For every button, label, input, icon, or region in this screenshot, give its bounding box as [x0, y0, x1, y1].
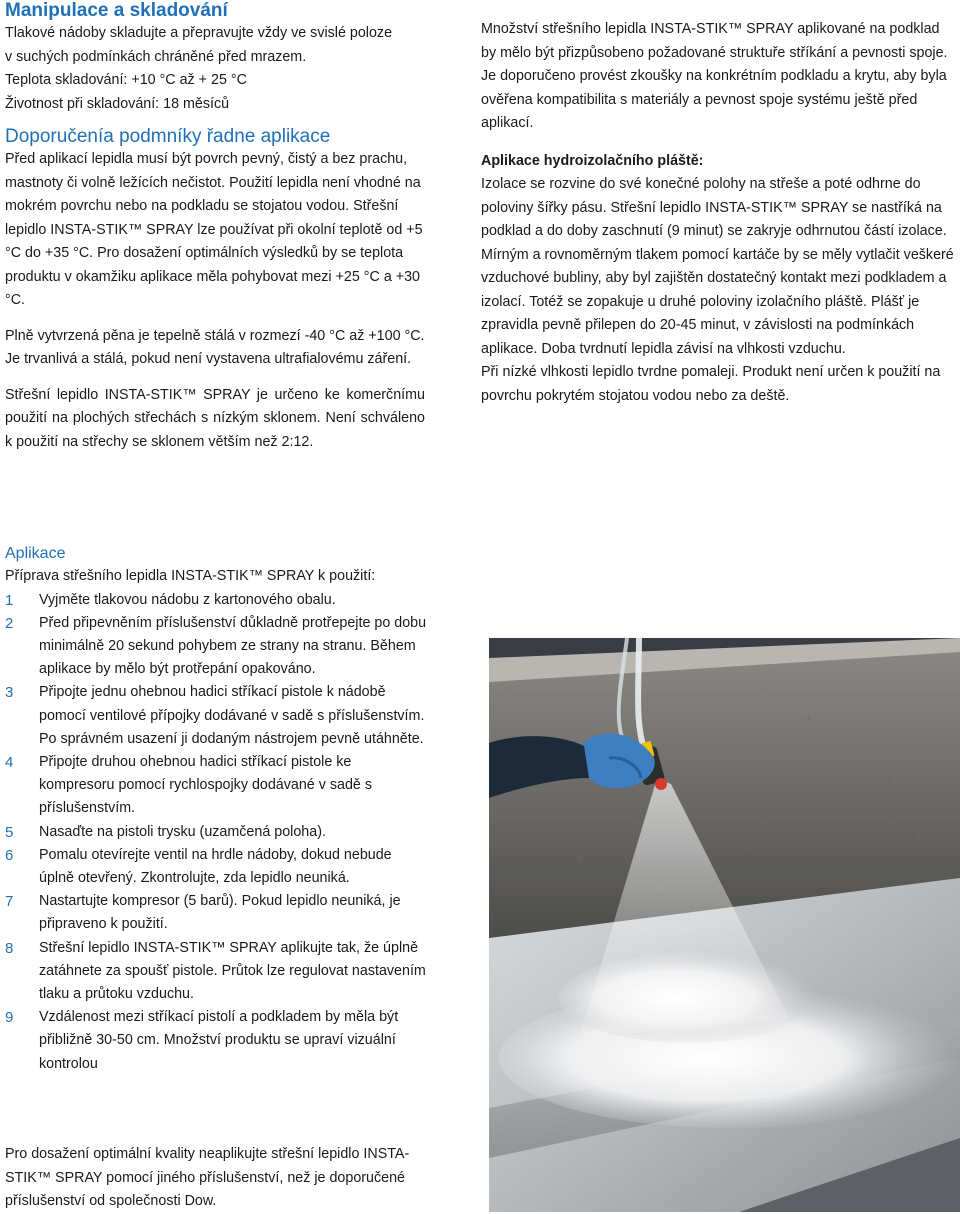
- step-number: 4: [5, 753, 14, 771]
- step-number: 2: [5, 614, 14, 632]
- application-details: [481, 18, 955, 408]
- step-item: [5, 1006, 430, 1076]
- step-number: 7: [5, 893, 14, 911]
- storage-shelf-life: Životnost při skladování: 18 měsíců: [5, 95, 230, 112]
- humidity-paragraph: Při nízké vlhkosti lepidlo tvrdne pomaleji. Produkt není určen k použití na povrchu pokrytém stojatou vodou nebo za deště.: [481, 364, 941, 404]
- step-item: [5, 937, 430, 1007]
- step-text: Vyjměte tlakovou nádobu z kartonového obalu.: [39, 591, 336, 608]
- conditions-paragraph: Před aplikací lepidla musí být povrch pevný, čistý a bez prachu, mastnoty či volně ležících nečistot. Použití lepidla není vhodné na mokrém povrchu nebo na podkladu se stojatou vodou. Střešní lepidlo INSTA-STIK™ SPRAY lze používat při okolní teplotě od +5 °C do +35 °C. Pro dosažení optimálních výsledků by se teplota produktu v okamžiku aplikace měla pohybovat mezi +25 °C a +30 °C.: [5, 151, 423, 308]
- step-number: 6: [5, 846, 14, 864]
- thermal-stability-paragraph: Plně vytvrzená pěna je tepelně stálá v rozmezí -40 °C až +100 °C. Je trvanlivá a stálá, pokud není vystavena ultrafialovému záření.: [5, 327, 425, 367]
- membrane-subheading: Aplikace hydroizolačního pláště:: [481, 152, 704, 169]
- step-text: Pomalu otevírejte ventil na hrdle nádoby, dokud nebude úplně otevřený. Zkontrolujte, zda lepidlo neuniká.: [39, 846, 392, 886]
- step-text: Vzdálenost mezi stříkací pistolí a podkladem by měla být přibližně 30-50 cm. Množství produktu se upraví vizuální kontrolou: [39, 1009, 399, 1072]
- step-item: [5, 890, 430, 936]
- heading-application: Aplikace: [5, 545, 66, 562]
- step-item: [5, 612, 430, 682]
- step-text: Připojte jednu ohebnou hadici stříkací pistole k nádobě pomocí ventilové přípojky dodávané v sadě s příslušenstvím. Po správném usazení ji dodaným nástrojem pevně utáhněte.: [39, 684, 425, 747]
- step-text: Nasaďte na pistoli trysku (uzamčená poloha).: [39, 823, 326, 840]
- step-item: [5, 589, 430, 612]
- step-item: [5, 844, 430, 890]
- heading-conditions: Doporučenía podmníky řadne aplikace: [5, 126, 331, 147]
- closing-section: [5, 1143, 445, 1214]
- application-intro: Příprava střešního lepidla INSTA-STIK™ SPRAY k použití:: [5, 568, 376, 584]
- step-text: Nastartujte kompresor (5 barů). Pokud lepidlo neuniká, je připraveno k použití.: [39, 893, 401, 933]
- heading-storage: Manipulace a skladování: [5, 0, 228, 21]
- step-number: 1: [5, 591, 14, 609]
- step-text: Připojte druhou ohebnou hadici stříkací pistole ke kompresoru pomocí rychlospojky dodávané v sadě s příslušenstvím.: [39, 753, 372, 817]
- step-number: 5: [5, 823, 14, 841]
- step-number: 3: [5, 684, 14, 702]
- step-number: 8: [5, 939, 14, 957]
- step-number: 9: [5, 1009, 14, 1027]
- step-text: Střešní lepidlo INSTA-STIK™ SPRAY aplikujte tak, že úplně zatáhnete za spoušť pistole. Průtok lze regulovat nastavením tlaku a průtoku vzduchu.: [39, 939, 426, 1002]
- step-item: [5, 681, 430, 751]
- storage-section: [5, 0, 425, 454]
- steps-list: [5, 589, 430, 1076]
- spray-application-photo: [489, 638, 960, 1212]
- storage-line: v suchých podmínkách chráněné před mrazem.: [5, 48, 307, 65]
- application-section: [5, 543, 430, 1076]
- step-text: Před připevněním příslušenství důkladně protřepejte po dobu minimálně 20 sekund pohybem ze strany na stranu. Během aplikace by mělo být protřepání opakováno.: [39, 614, 427, 678]
- storage-temperature: Teplota skladování: +10 °C až + 25 °C: [5, 72, 247, 88]
- membrane-paragraph: Izolace se rozvine do své konečné polohy na střeše a poté odhrne do poloviny šířky pásu. Střešní lepidlo INSTA-STIK™ SPRAY se nastříká na podklad a do doby zaschnutí (9 minut) se zakryje odhrnutou částí izolace. Mírným a rovnoměrným tlakem pomocí kartáče by se měly vytlačit veškeré vzduchové bubliny, aby byl zajištěn dostatečný kontakt mezi podkladem a izolací. Totéž se zopakuje u druhé poloviny izolačního pláště. Plášť je zpravidla pevně přilepen do 20-45 minut, v závislosti na podmínkách aplikace. Doba tvrdnutí lepidla závisí na vlhkosti vzduchu.: [481, 176, 954, 357]
- step-item: [5, 821, 430, 844]
- amount-paragraph: Množství střešního lepidla INSTA-STIK™ SPRAY aplikované na podklad by mělo být přizpůsobeno požadované struktuře stříkání a pevnosti spoje. Je doporučeno provést zkoušky na konkrétním podkladu a krytu, aby byla ověřena kompatibilita s materiály a pevnost spoje systému ještě před aplikací.: [481, 21, 948, 131]
- storage-line: Tlakové nádoby skladujte a přepravujte vždy ve svislé poloze: [5, 25, 393, 41]
- step-item: [5, 751, 430, 821]
- closing-paragraph: Pro dosažení optimální kvality neaplikujte střešní lepidlo INSTA-STIK™ SPRAY pomocí jiného příslušenství, než je doporučené příslušenství od společnosti Dow.: [5, 1146, 410, 1209]
- usage-scope-paragraph: Střešní lepidlo INSTA-STIK™ SPRAY je určeno ke komerčnímu použití na plochých střechách s nízkým sklonem. Není schváleno k použití na střechy se sklonem větším než 2:12.: [5, 386, 425, 450]
